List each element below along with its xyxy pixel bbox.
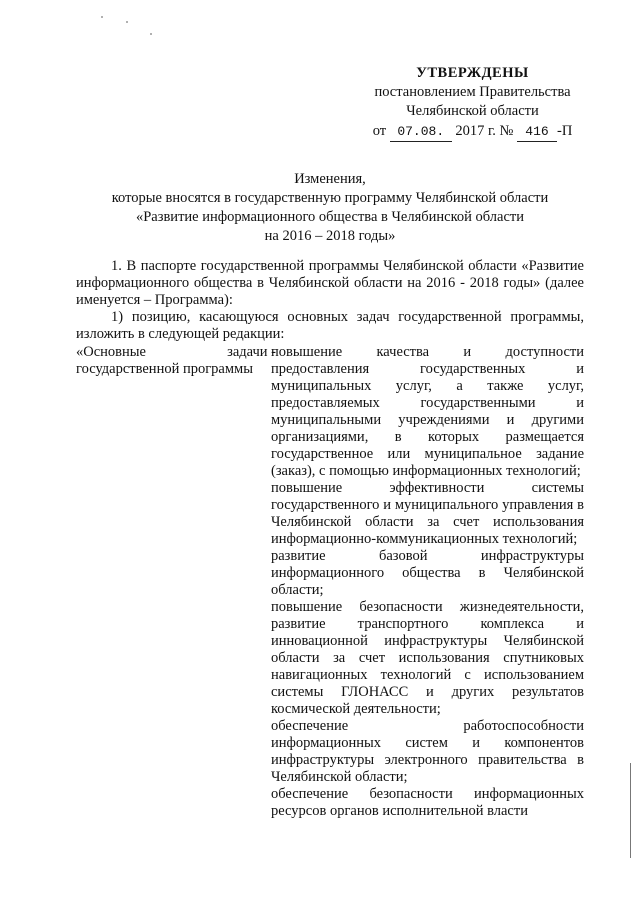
scan-edge-line <box>630 763 631 858</box>
scan-speck <box>101 16 103 18</box>
scan-speck <box>126 21 128 23</box>
heading-line-4: на 2016 – 2018 годы» <box>264 228 396 244</box>
number-sign: № <box>499 123 514 139</box>
document-heading <box>76 170 584 246</box>
scan-speck <box>150 33 152 35</box>
body-text <box>76 258 584 343</box>
paragraph-1: 1. В паспорте государственной программы Челябинской области «Развитие информационного общества в Челябинской области на 2016 - 2018 годы» (далее именуется – Программа): <box>76 258 584 308</box>
approval-stamp <box>360 64 585 142</box>
tasks-label-row <box>76 344 276 361</box>
task-item: развитие базовой инфраструктуры информационного общества в Челябинской области; <box>271 548 584 598</box>
tasks-label-dash: задачи - <box>227 344 276 360</box>
heading-line-1: Изменения, <box>294 171 366 187</box>
tasks-label-line-2: государственной программы <box>76 361 253 377</box>
heading-line-2: которые вносятся в государственную программу Челябинской области <box>111 190 549 206</box>
approval-date-line <box>360 122 585 142</box>
task-item: повышение эффективности системы государственного и муниципального управления в Челябинской области за счет использования информационно-коммуникационных технологий; <box>271 480 584 547</box>
task-item: повышение качества и доступности предоставления государственных и муниципальных услуг, а также услуг, предоставляемых государственными и муниципальными учреждениями и другими организациями, в которых размещается государственное или муниципальное задание (заказ), с помощью информационных технологий; <box>271 344 584 479</box>
task-item: обеспечение работоспособности информационных систем и компонентов инфраструктуры электронного правительства в Челябинской области; <box>271 718 584 785</box>
approval-title: УТВЕРЖДЕНЫ <box>416 65 529 81</box>
task-item: повышение безопасности жизнедеятельности, развитие транспортного комплекса и инновационной инфраструктуры Челябинской области за счет использования спутниковых навигационных технологий с использованием системы ГЛОНАСС и других результатов космической деятельности; <box>271 599 584 717</box>
task-item: обеспечение безопасности информационных ресурсов органов исполнительной власти <box>271 786 584 819</box>
date-year: 2017 г. <box>455 123 496 139</box>
number-suffix: -П <box>557 123 573 139</box>
handwritten-number: 416 <box>517 122 557 142</box>
approval-line-1: постановлением Правительства <box>374 84 571 100</box>
approval-line-2: Челябинской области <box>406 103 539 119</box>
date-prefix: от <box>372 123 387 139</box>
tasks-label-main: «Основные <box>76 344 146 360</box>
handwritten-date: 07.08. <box>390 122 452 142</box>
tasks-list <box>271 344 584 820</box>
paragraph-2: 1) позицию, касающуюся основных задач государственной программы, изложить в следующей редакции: <box>76 309 584 342</box>
heading-line-3: «Развитие информационного общества в Челябинской области <box>135 209 524 225</box>
tasks-label-cell <box>76 344 276 378</box>
